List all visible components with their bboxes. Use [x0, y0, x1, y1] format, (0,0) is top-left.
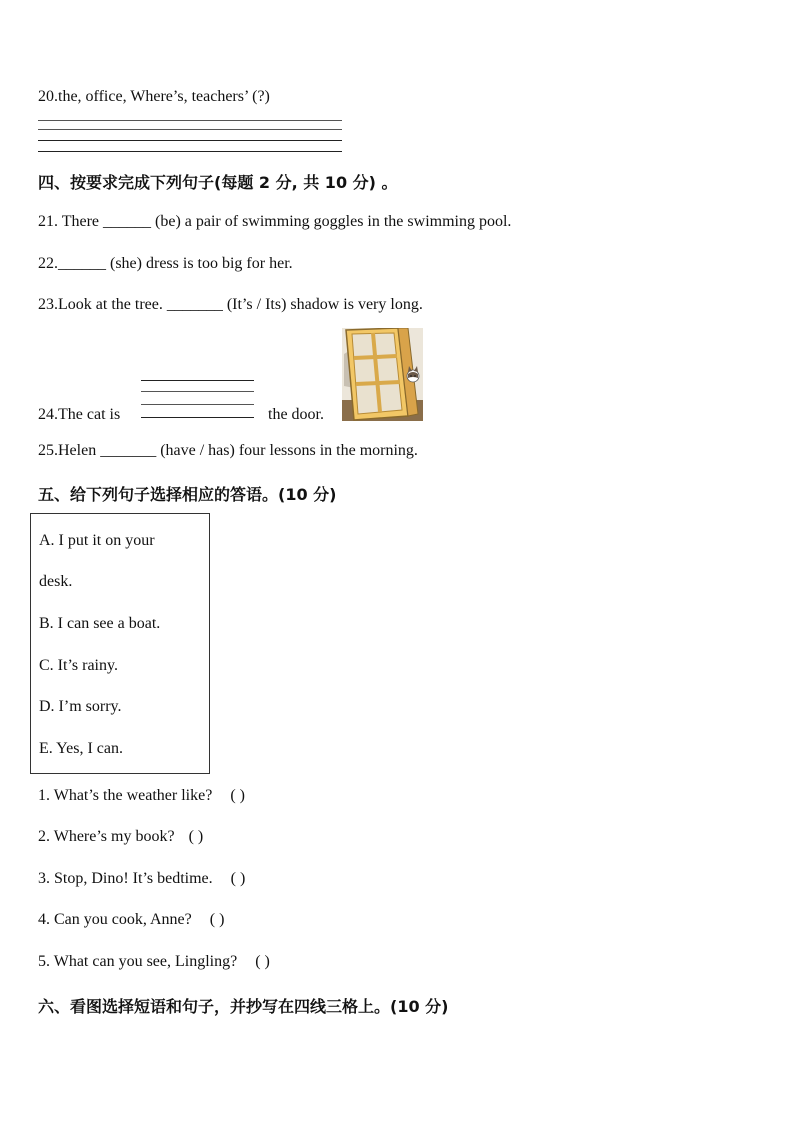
question-2-answer-blank[interactable]: ( )	[188, 828, 204, 845]
q21-number: 21	[38, 213, 54, 230]
q20-writing-lines	[38, 120, 342, 156]
q20-text: 20.the, office, Where’s, teachers’ (?)	[38, 88, 270, 105]
q24-suffix: the door.	[268, 406, 324, 423]
window-with-cat-picture	[342, 328, 423, 421]
question-4-answer-blank[interactable]: ( )	[209, 911, 225, 928]
q25-text: 25.Helen _______ (have / has) four lessons in the morning.	[38, 442, 418, 459]
answer-options-box	[30, 513, 210, 774]
question-5-answer-blank[interactable]: ( )	[255, 953, 270, 970]
question-3-answer-blank[interactable]: ( )	[230, 870, 246, 887]
q21-text: . There ______ (be) a pair of swimming goggles in the swimming pool.	[54, 213, 512, 230]
option-c: C. It’s rainy.	[39, 657, 118, 674]
option-d: D. I’m sorry.	[39, 698, 122, 715]
section-4-title: 四、按要求完成下列句子(每题 2 分, 共 10 分) 。	[38, 173, 398, 192]
question-5	[38, 953, 270, 971]
option-e: E. Yes, I can.	[39, 740, 123, 757]
option-b: B. I can see a boat.	[39, 615, 161, 632]
question-2-text: 2. Where’s my book?	[38, 828, 175, 845]
q23-text: 23.Look at the tree. _______ (It’s / Its) shadow is very long.	[38, 296, 423, 313]
q24-prefix: 24.The cat is	[38, 406, 121, 423]
section-5-title: 五、给下列句子选择相应的答语。(10 分)	[38, 485, 337, 504]
question-4-text: 4. Can you cook, Anne?	[38, 911, 192, 928]
section-6-title: 六、看图选择短语和句子，并抄写在四线三格上。(10 分)	[38, 997, 449, 1016]
question-4	[38, 911, 224, 929]
option-a-line1: A. I put it on your	[39, 532, 155, 549]
question-5-text: 5. What can you see, Lingling?	[38, 953, 238, 970]
question-1	[38, 787, 245, 805]
q24-answer-lines[interactable]	[141, 380, 254, 420]
q21-line	[38, 213, 511, 231]
question-3	[38, 870, 245, 888]
question-3-text: 3. Stop, Dino! It’s bedtime.	[38, 870, 213, 887]
question-1-answer-blank[interactable]: ( )	[230, 787, 245, 804]
option-a-line2: desk.	[39, 573, 73, 590]
question-1-text: 1. What’s the weather like?	[38, 787, 213, 804]
q22-text: 22.______ (she) dress is too big for her.	[38, 255, 293, 272]
question-2	[38, 828, 203, 846]
